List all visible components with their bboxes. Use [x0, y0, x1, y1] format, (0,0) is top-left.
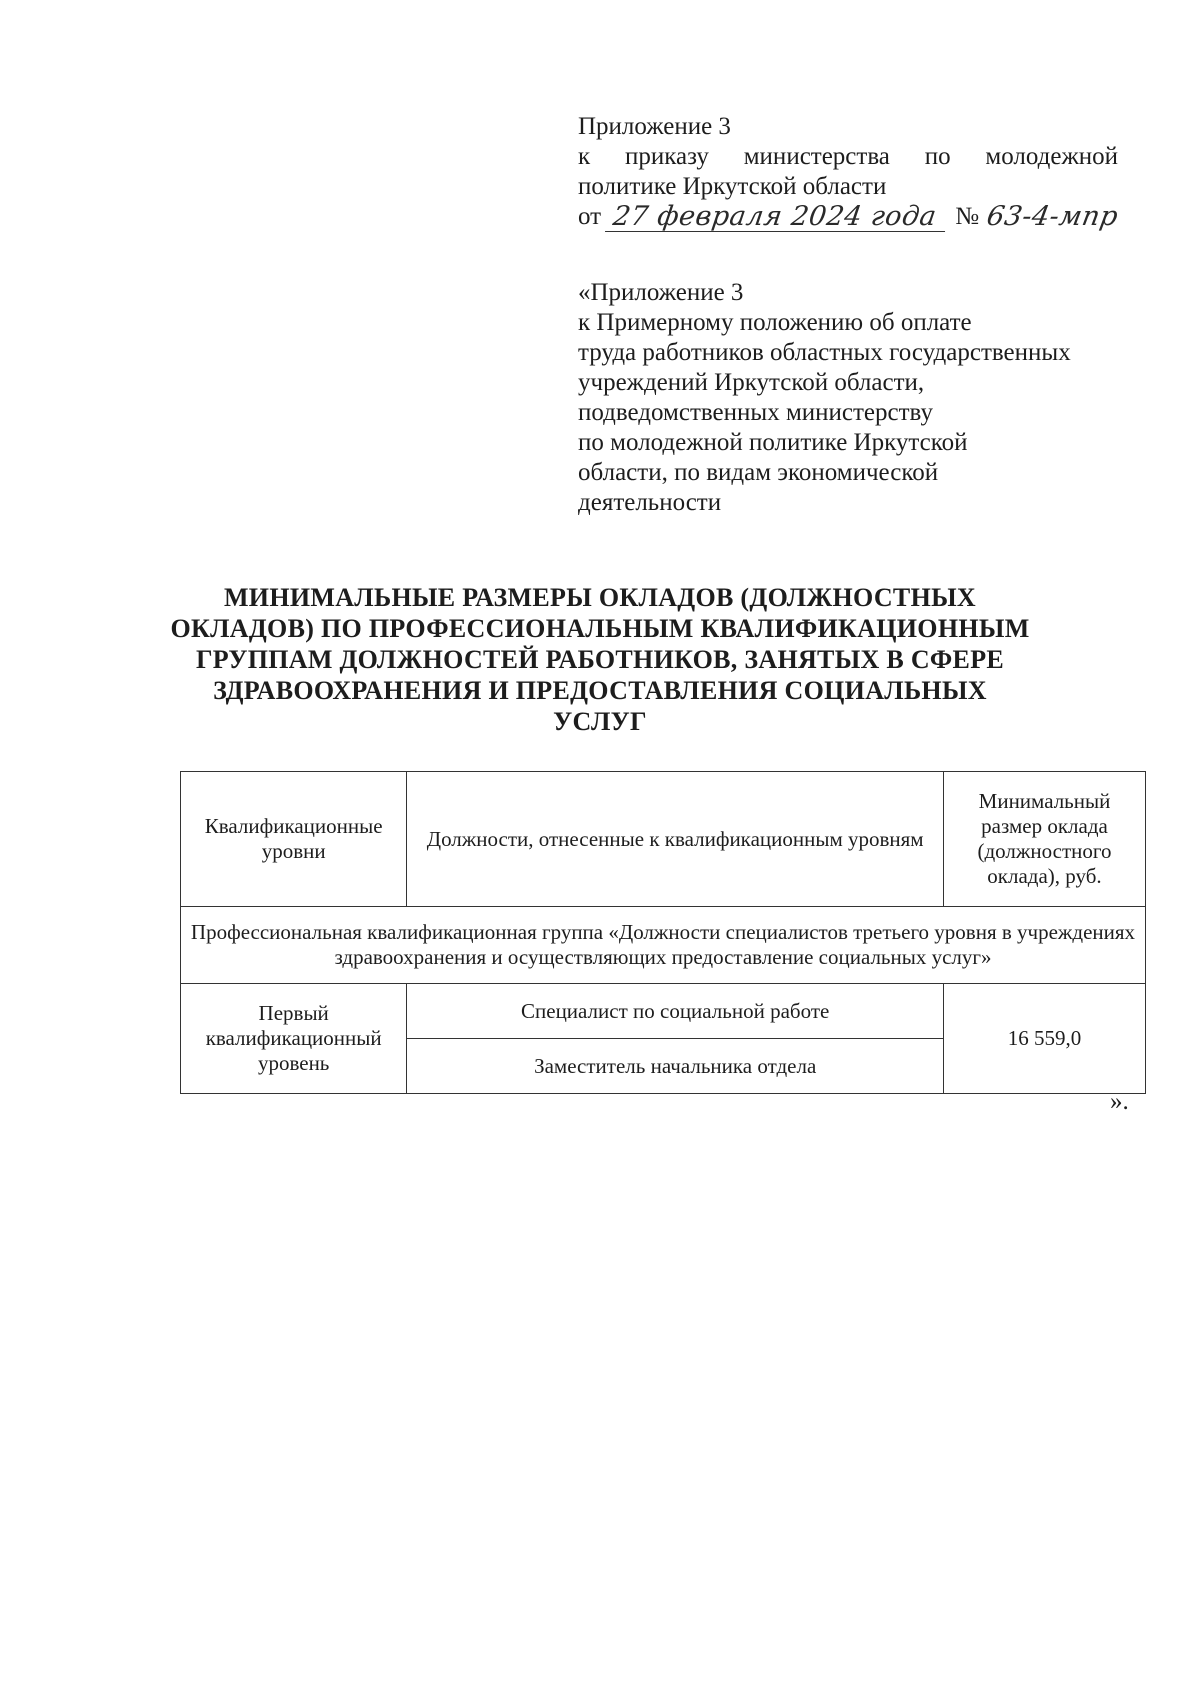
salary-cell: 16 559,0 [944, 984, 1146, 1094]
salary-table [180, 771, 1146, 1094]
appendix-header [578, 112, 1121, 232]
closing-quote: ». [1110, 1088, 1129, 1115]
number-label: № [955, 203, 980, 230]
from-label: от [578, 203, 602, 230]
handwritten-date: 27 февраля 2024 года [605, 203, 949, 232]
reference-line: к Примерному положению об оплате [578, 309, 972, 336]
header-positions: Должности, отнесенные к квалификационным уровням [407, 772, 944, 907]
appendix-title: Приложение 3 [578, 113, 731, 140]
order-date-number-line [578, 201, 1121, 232]
order-word: молодежной [985, 143, 1118, 170]
reference-line: по молодежной политике Иркутской [578, 429, 968, 456]
reference-line: «Приложение 3 [578, 279, 744, 306]
position-cell: Специалист по социальной работе [407, 984, 944, 1039]
order-word: по [924, 143, 951, 170]
table-row [181, 984, 1146, 1039]
table-header-row [181, 772, 1146, 907]
title-line: ГРУППАМ ДОЛЖНОСТЕЙ РАБОТНИКОВ, ЗАНЯТЫХ В СФЕРЕ [195, 645, 1005, 674]
title-line: УСЛУГ [553, 707, 647, 736]
reference-line: учреждений Иркутской области, [578, 369, 925, 396]
appendix-order-line [578, 142, 1118, 172]
document-title [150, 582, 1050, 737]
reference-line: области, по видам экономической [578, 459, 939, 486]
order-word: приказу [624, 143, 709, 170]
qualification-level: Первый квалификационный уровень [181, 984, 407, 1094]
title-line: ЗДРАВООХРАНЕНИЯ И ПРЕДОСТАВЛЕНИЯ СОЦИАЛЬНЫХ [213, 676, 987, 705]
appendix-order-line-2: политике Иркутской области [578, 173, 887, 200]
table-group-row [181, 907, 1146, 984]
position-cell: Заместитель начальника отдела [407, 1039, 944, 1094]
order-word: министерства [743, 143, 890, 170]
title-line: ОКЛАДОВ) ПО ПРОФЕССИОНАЛЬНЫМ КВАЛИФИКАЦИОННЫМ [170, 614, 1030, 643]
header-salary: Минимальный размер оклада (должностного оклада), руб. [944, 772, 1146, 907]
order-word: к [578, 143, 591, 170]
reference-line: труда работников областных государственных [578, 339, 1071, 366]
title-line: МИНИМАЛЬНЫЕ РАЗМЕРЫ ОКЛАДОВ (ДОЛЖНОСТНЫХ [223, 583, 977, 612]
reference-line: подведомственных министерству [578, 399, 933, 426]
handwritten-number: 63-4-мпр [984, 201, 1121, 232]
reference-line: деятельности [578, 489, 722, 516]
previous-appendix-reference [578, 278, 1138, 518]
header-levels: Квалификационные уровни [181, 772, 407, 907]
professional-group: Профессиональная квалификационная группа «Должности специалистов третьего уровня в учреждениях здравоохранения и осуществляющих предоставление социальных услуг» [181, 907, 1146, 984]
